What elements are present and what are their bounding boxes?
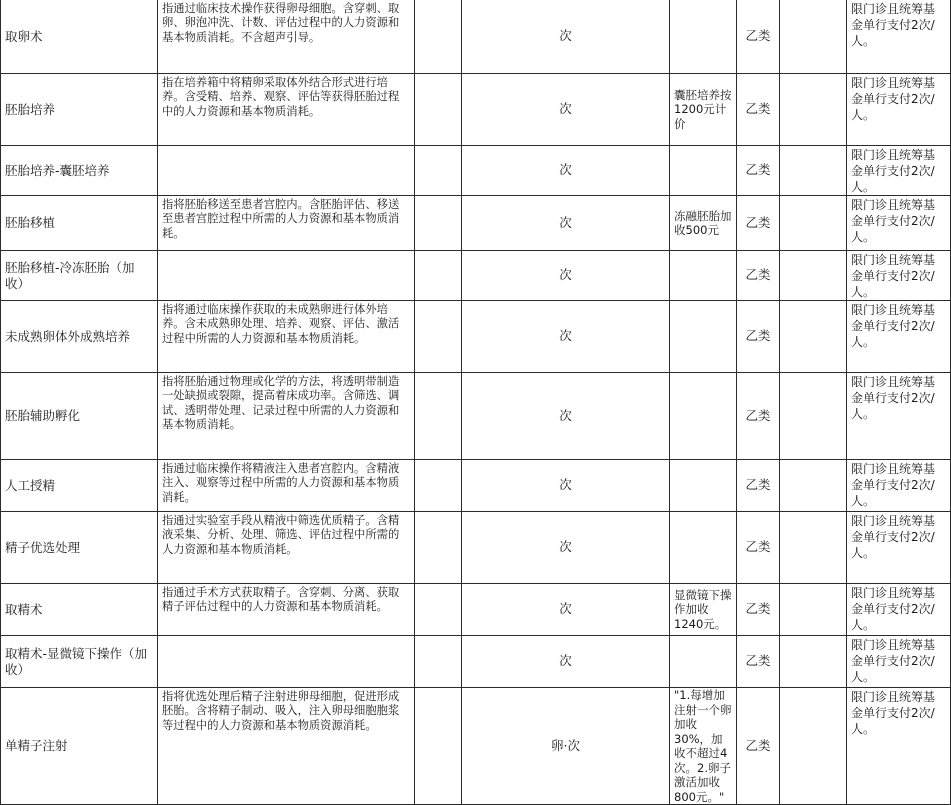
payment-limit: 限门诊且统筹基金单行支付2次/人。 (847, 0, 951, 74)
payment-limit: 限门诊且统筹基金单行支付2次/人。 (847, 584, 951, 636)
pricing-note: 显微镜下操作加收1240元。 (670, 584, 737, 636)
table-row (1, 301, 951, 373)
insurance-category: 乙类 (737, 251, 780, 301)
excluded-content-cell (415, 373, 462, 460)
table-row (1, 512, 951, 584)
pricing-unit: 次 (462, 251, 670, 301)
pricing-unit: 次 (462, 0, 670, 74)
item-connotation (158, 146, 415, 196)
insurance-category: 乙类 (737, 146, 780, 196)
pricing-note: 冻融胚胎加收500元 (670, 196, 737, 251)
insurance-category: 乙类 (737, 301, 780, 373)
excluded-content-cell (415, 251, 462, 301)
pricing-note (670, 251, 737, 301)
payment-limit: 限门诊且统筹基金单行支付2次/人。 (847, 688, 951, 805)
table-row (1, 584, 951, 636)
table-body (1, 0, 951, 805)
empty-cell (780, 688, 847, 805)
item-connotation: 指通过手术方式获取精子。含穿刺、分离、获取精子评估过程中的人力资源和基本物质消耗。 (158, 584, 415, 636)
pricing-unit: 次 (462, 74, 670, 146)
item-connotation: 指将优选处理后精子注射进卵母细胞，促进形成胚胎。含将精子制动、吸入，注入卵母细胞胞浆等过程中的人力资源和基本物质资源消耗。 (158, 688, 415, 805)
item-connotation: 指将通过临床操作获取的未成熟卵进行体外培养。含未成熟卵处理、培养、观察、评估、激活过程中所需的人力资源和基本物质消耗。 (158, 301, 415, 373)
item-connotation: 指将胚胎通过物理或化学的方法，将透明带制造一处缺损或裂隙，提高着床成功率。含筛选、调试、透明带处理、记录过程中所需的人力资源和基本物质消耗。 (158, 373, 415, 460)
excluded-content-cell (415, 460, 462, 512)
empty-cell (780, 0, 847, 74)
item-name: 胚胎移植-冷冻胚胎（加收） (1, 251, 158, 301)
table-row (1, 251, 951, 301)
table-row (1, 0, 951, 74)
payment-limit: 限门诊且统筹基金单行支付2次/人。 (847, 251, 951, 301)
item-name: 单精子注射 (1, 688, 158, 805)
pricing-note (670, 146, 737, 196)
item-name: 取精术-显微镜下操作（加收） (1, 636, 158, 688)
insurance-category: 乙类 (737, 373, 780, 460)
item-connotation: 指将胚胎移送至患者宫腔内。含胚胎评估、移送至患者宫腔过程中所需的人力资源和基本物质消耗。 (158, 196, 415, 251)
table-row (1, 460, 951, 512)
item-connotation: 指在培养箱中将精卵采取体外结合形式进行培养。含受精、培养、观察、评估等获得胚胎过程中的人力资源和基本物质消耗。 (158, 74, 415, 146)
insurance-category: 乙类 (737, 688, 780, 805)
empty-cell (780, 636, 847, 688)
insurance-category: 乙类 (737, 584, 780, 636)
payment-limit: 限门诊且统筹基金单行支付2次/人。 (847, 512, 951, 584)
table-row (1, 373, 951, 460)
insurance-category: 乙类 (737, 0, 780, 74)
item-name: 胚胎培养 (1, 74, 158, 146)
excluded-content-cell (415, 584, 462, 636)
payment-limit: 限门诊且统筹基金单行支付2次/人。 (847, 636, 951, 688)
excluded-content-cell (415, 512, 462, 584)
excluded-content-cell (415, 636, 462, 688)
table-row (1, 196, 951, 251)
item-name: 未成熟卵体外成熟培养 (1, 301, 158, 373)
pricing-unit: 次 (462, 301, 670, 373)
excluded-content-cell (415, 688, 462, 805)
empty-cell (780, 373, 847, 460)
pricing-note (670, 460, 737, 512)
table-row (1, 146, 951, 196)
payment-limit: 限门诊且统筹基金单行支付2次/人。 (847, 460, 951, 512)
pricing-unit: 次 (462, 196, 670, 251)
pricing-note (670, 0, 737, 74)
insurance-category: 乙类 (737, 196, 780, 251)
item-connotation: 指通过临床技术操作获得卵母细胞。含穿刺、取卵、卵泡冲洗、计数、评估过程中的人力资源和基本物质消耗。不含超声引导。 (158, 0, 415, 74)
table-row (1, 636, 951, 688)
item-connotation: 指通过实验室手段从精液中筛选优质精子。含精液采集、分析、处理、筛选、评估过程中所需的人力资源和基本物质消耗。 (158, 512, 415, 584)
item-name: 取卵术 (1, 0, 158, 74)
item-connotation (158, 636, 415, 688)
excluded-content-cell (415, 301, 462, 373)
item-connotation: 指通过临床操作将精液注入患者宫腔内。含精液注入、观察等过程中所需的人力资源和基本物质消耗。 (158, 460, 415, 512)
pricing-unit: 卵·次 (462, 688, 670, 805)
insurance-category: 乙类 (737, 636, 780, 688)
payment-limit: 限门诊且统筹基金单行支付2次/人。 (847, 373, 951, 460)
empty-cell (780, 146, 847, 196)
pricing-note (670, 636, 737, 688)
pricing-note (670, 512, 737, 584)
insurance-category: 乙类 (737, 512, 780, 584)
excluded-content-cell (415, 0, 462, 74)
excluded-content-cell (415, 74, 462, 146)
empty-cell (780, 301, 847, 373)
pricing-note: 囊胚培养按1200元计价 (670, 74, 737, 146)
empty-cell (780, 460, 847, 512)
item-connotation (158, 251, 415, 301)
empty-cell (780, 512, 847, 584)
item-name: 胚胎培养-囊胚培养 (1, 146, 158, 196)
insurance-category: 乙类 (737, 74, 780, 146)
item-name: 取精术 (1, 584, 158, 636)
item-name: 胚胎辅助孵化 (1, 373, 158, 460)
pricing-note (670, 301, 737, 373)
pricing-unit: 次 (462, 636, 670, 688)
empty-cell (780, 74, 847, 146)
item-name: 人工授精 (1, 460, 158, 512)
payment-limit: 限门诊且统筹基金单行支付2次/人。 (847, 196, 951, 251)
pricing-unit: 次 (462, 584, 670, 636)
pricing-note: "1.每增加注射一个卵加收30%，加收不超过4次。2.卵子激活加收800元。" (670, 688, 737, 805)
payment-limit: 限门诊且统筹基金单行支付2次/人。 (847, 74, 951, 146)
table-row (1, 74, 951, 146)
pricing-unit: 次 (462, 146, 670, 196)
item-name: 精子优选处理 (1, 512, 158, 584)
item-name: 胚胎移植 (1, 196, 158, 251)
pricing-unit: 次 (462, 460, 670, 512)
empty-cell (780, 196, 847, 251)
payment-limit: 限门诊且统筹基金单行支付2次/人。 (847, 146, 951, 196)
payment-limit: 限门诊且统筹基金单行支付2次/人。 (847, 301, 951, 373)
pricing-unit: 次 (462, 512, 670, 584)
excluded-content-cell (415, 196, 462, 251)
table-row (1, 688, 951, 805)
pricing-unit: 次 (462, 373, 670, 460)
excluded-content-cell (415, 146, 462, 196)
insurance-category: 乙类 (737, 460, 780, 512)
empty-cell (780, 584, 847, 636)
empty-cell (780, 251, 847, 301)
pricing-note (670, 373, 737, 460)
